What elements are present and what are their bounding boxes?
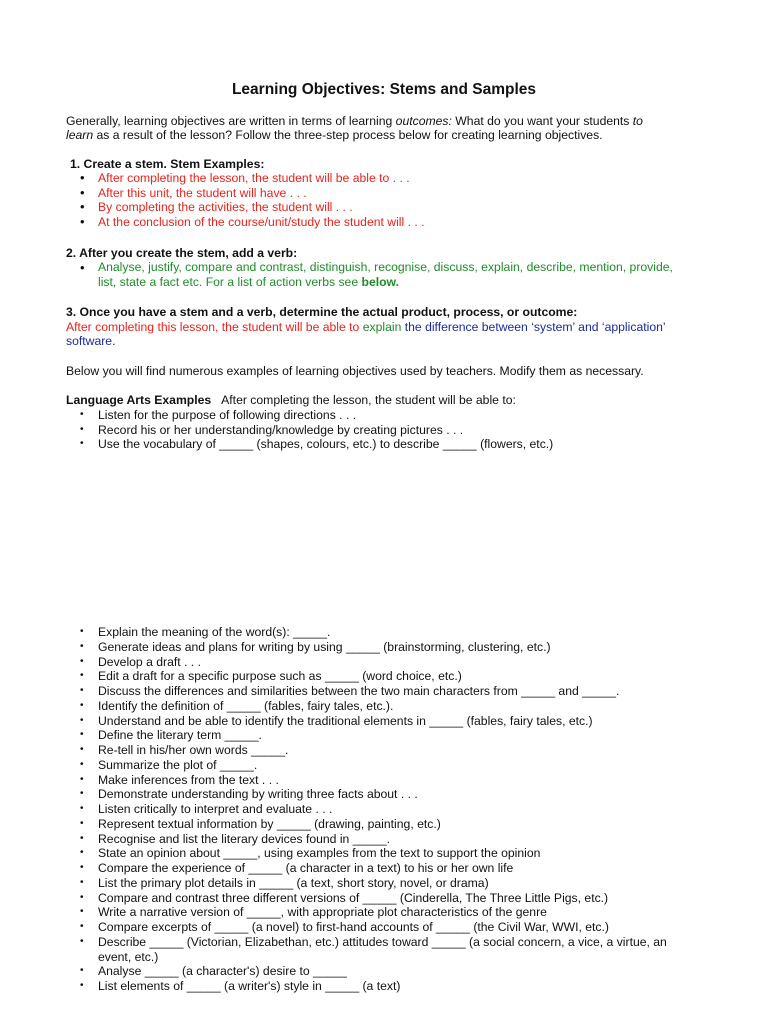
- list-item-text: Compare the experience of _____ (a character in a text) to his or her own life: [98, 861, 514, 875]
- bullet-icon: •: [80, 714, 84, 726]
- list-item-text: After completing the lesson, the student will be able to . . .: [98, 171, 410, 185]
- list-item-text: Explain the meaning of the word(s): _____.: [98, 625, 331, 639]
- list-item-text: Discuss the differences and similarities between the two main characters from _____ and _____.: [98, 684, 620, 698]
- list-item-text: Develop a draft . . .: [98, 654, 201, 669]
- language-arts-heading: Language Arts Examples: [66, 393, 212, 407]
- step3-verb: explain: [362, 320, 402, 334]
- list-item-text: Compare and contrast three different versions of _____ (Cinderella, The Three Little Pigs, etc.): [98, 890, 609, 905]
- bullet-icon: •: [80, 758, 84, 770]
- step3-example-line-2: [66, 334, 115, 349]
- bullet-icon: •: [80, 640, 84, 652]
- intro-to: to: [632, 114, 643, 128]
- intro-outcomes: outcomes:: [395, 114, 452, 128]
- list-item-text: Understand and be able to identify the traditional elements in _____ (fables, fairy tales, etc.): [98, 713, 593, 728]
- step2-verbs-line-1: Analyse, justify, compare and contrast, distinguish, recognise, discuss, explain, describe, mention, provide,: [98, 260, 673, 274]
- bullet-icon: •: [80, 184, 85, 200]
- list-item-text: Define the literary term _____.: [98, 728, 262, 743]
- list-item-text: Analyse _____ (a character's) desire to _____: [98, 964, 347, 979]
- step3-outcome: the difference between ‘system’ and ‘application’: [401, 320, 666, 334]
- intro-text: What do you want your students: [451, 114, 633, 128]
- bullet-icon: •: [80, 788, 84, 800]
- bullet-icon: •: [80, 921, 84, 932]
- bullet-icon: •: [80, 876, 84, 888]
- bullet-icon: •: [80, 744, 84, 755]
- bullet-icon: •: [80, 847, 84, 859]
- list-item-text: Demonstrate understanding by writing three facts about . . .: [98, 787, 418, 802]
- list-item-text: By completing the activities, the student will . . .: [98, 200, 353, 215]
- list-item-text: Summarize the plot of _____.: [98, 757, 258, 772]
- list-item-text: Listen for the purpose of following directions . . .: [98, 408, 357, 422]
- list-item-text: Record his or her understanding/knowledge by creating pictures . . .: [98, 422, 464, 437]
- list-item-text: Write a narrative version of _____, with appropriate plot characteristics of the genre: [98, 905, 547, 920]
- bullet-icon: •: [80, 817, 84, 829]
- intro-learn: learn: [66, 128, 94, 142]
- bullet-icon: •: [80, 214, 85, 230]
- list-item-text: List elements of _____ (a writer's) style in _____ (a text): [98, 979, 401, 993]
- step2-verbs-text: list, state a fact etc. For a list of action verbs see: [98, 275, 362, 289]
- list-item-text: Use the vocabulary of _____ (shapes, colours, etc.) to describe _____ (flowers, etc.): [98, 437, 554, 452]
- step3-example-line-1: [66, 320, 666, 335]
- list-item-text: Represent textual information by _____ (drawing, painting, etc.): [98, 816, 441, 831]
- bullet-icon: •: [80, 423, 84, 435]
- list-item-text: Re-tell in his/her own words _____.: [98, 743, 289, 757]
- step2-heading: 2. After you create the stem, add a verb:: [66, 246, 298, 260]
- list-item-text: Recognise and list the literary devices found in _____.: [98, 831, 391, 846]
- bullet-icon: •: [80, 891, 84, 903]
- bullet-icon: •: [80, 729, 84, 741]
- bullet-icon: •: [80, 935, 84, 947]
- bullet-icon: •: [80, 906, 84, 918]
- bullet-icon: •: [80, 862, 84, 873]
- intro-line-2: [66, 128, 603, 143]
- step3-stem: After completing this lesson, the student will be able to: [66, 320, 363, 334]
- list-item-text: Compare excerpts of _____ (a novel) to first-hand accounts of _____ (the Civil War, WWI, etc.): [98, 920, 609, 934]
- bullet-icon: •: [80, 409, 84, 420]
- step3-outcome-cont: software: [66, 334, 113, 348]
- language-arts-subheading: After completing the lesson, the student will be able to:: [221, 393, 516, 407]
- step1-heading: 1. Create a stem. Stem Examples:: [70, 157, 265, 171]
- language-arts-heading-line: [66, 393, 516, 408]
- bullet-icon: •: [80, 832, 84, 844]
- bullet-icon: •: [80, 199, 85, 215]
- bullet-icon: •: [80, 965, 84, 977]
- bullet-icon: •: [80, 803, 84, 814]
- list-item-text: After this unit, the student will have . . .: [98, 185, 307, 200]
- step2-below-link[interactable]: below.: [361, 275, 399, 289]
- list-item-text: Make inferences from the text . . .: [98, 772, 279, 787]
- page-title: Learning Objectives: Stems and Samples: [231, 81, 537, 98]
- list-item-text: State an opinion about _____, using examples from the text to support the opinion: [98, 846, 541, 861]
- below-paragraph: Below you will find numerous examples of learning objectives used by teachers. Modify them as necessary.: [66, 364, 644, 378]
- bullet-icon: •: [80, 685, 84, 696]
- intro-text: as a result of the lesson? Follow the three-step process below for creating learning objectives.: [93, 128, 603, 142]
- bullet-icon: •: [80, 170, 85, 185]
- bullet-icon: •: [80, 699, 84, 711]
- bullet-icon: •: [80, 438, 84, 450]
- step3-heading: 3. Once you have a stem and a verb, determine the actual product, process, or outcome:: [66, 305, 578, 319]
- bullet-icon: •: [80, 773, 84, 785]
- list-item-text: Describe _____ (Victorian, Elizabethan, etc.) attitudes toward _____ (a social concern, a vice, a virtue, an: [98, 934, 667, 949]
- list-item-text: At the conclusion of the course/unit/study the student will . . .: [98, 215, 425, 230]
- bullet-icon: •: [80, 260, 85, 275]
- step2-bullet: [80, 260, 720, 290]
- list-item-text: Generate ideas and plans for writing by using _____ (brainstorming, clustering, etc.): [98, 639, 551, 654]
- step2-verbs-line-2: [98, 275, 399, 290]
- list-item-text: Listen critically to interpret and evaluate . . .: [98, 802, 333, 816]
- bullet-icon: •: [80, 655, 84, 667]
- bullet-icon: •: [80, 626, 84, 637]
- intro-line-1: [66, 114, 643, 129]
- list-item-text: Identify the definition of _____ (fables, fairy tales, etc.).: [98, 698, 394, 713]
- step3-period: .: [112, 334, 116, 348]
- bullet-icon: •: [80, 670, 84, 682]
- bullet-icon: •: [80, 980, 84, 991]
- list-item-text: Edit a draft for a specific purpose such as _____ (word choice, etc.): [98, 669, 462, 684]
- list-item-text: List the primary plot details in _____ (a text, short story, novel, or drama): [98, 875, 489, 890]
- list-item-text: event, etc.): [98, 949, 159, 964]
- intro-text: Generally, learning objectives are written in terms of learning: [66, 114, 396, 128]
